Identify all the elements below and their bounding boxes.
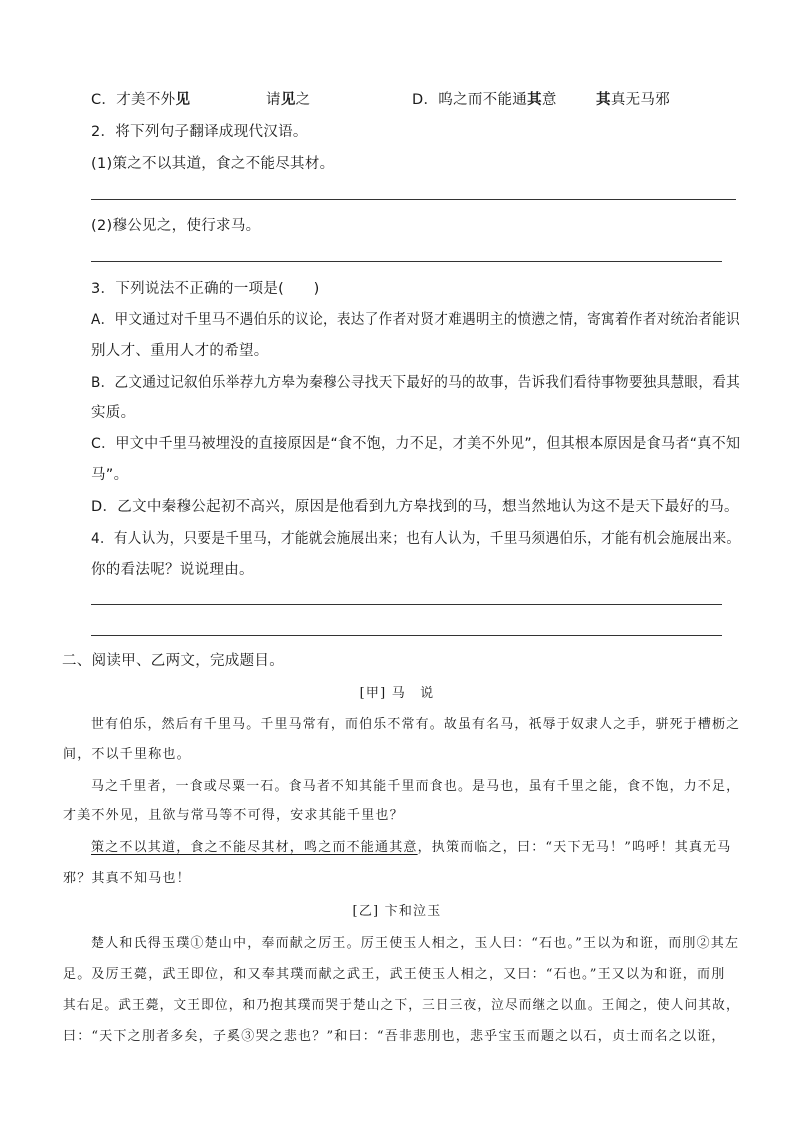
answer-line-4[interactable] <box>91 635 722 636</box>
option-c-text: C．才美不外 <box>91 92 176 108</box>
q3-option-b-line2: 实质。 <box>91 405 136 421</box>
option-c-ref-pre: 请 <box>266 92 281 108</box>
option-d <box>412 90 557 110</box>
yi-line4: 曰：“天下之刖者多矣，子奚③哭之悲也？”和曰：“吾非悲刖也，悲乎宝玉而题之以石，贞士而名之以诳， <box>63 1029 726 1044</box>
answer-line-3[interactable] <box>91 604 722 605</box>
passage-jia-title: [甲] 马 说 <box>359 686 435 701</box>
jia-p3-line1 <box>91 838 732 858</box>
q3-option-c-line2: 马”。 <box>91 467 129 483</box>
q3-option-a-line1: A．甲文通过对千里马不遇伯乐的议论，表达了作者对贤才难遇明主的愤懑之情，寄寓着作者对统治者能识 <box>91 312 741 328</box>
yi-line2: 足。及厉王薨，武王即位，和又奉其璞而献之武王，武王使玉人相之，又曰：“石也。”王又以为和诳，而刖 <box>63 967 726 982</box>
option-d-bold: 其 <box>527 92 542 108</box>
answer-line-2[interactable] <box>91 261 722 262</box>
jia-p2-line1: 马之千里者，一食或尽粟一石。食马者不知其能千里而食也。是马也，虽有千里之能，食不饱，力不足， <box>91 779 741 794</box>
q4-line1: 4．有人认为，只要是千里马，才能就会施展出来；也有人认为，千里马须遇伯乐，才能有机会施展出来。 <box>91 531 741 547</box>
jia-p2-line2: 才美不外见，且欲与常马等不可得，安求其能千里也？ <box>63 808 404 823</box>
option-c-ref-bold: 见 <box>280 92 296 108</box>
section2-heading: 二、阅读甲、乙两文，完成题目。 <box>62 653 284 669</box>
option-c-reference <box>266 90 310 110</box>
answer-line-1[interactable] <box>91 199 736 200</box>
option-c-ref-post: 之 <box>295 92 311 108</box>
jia-p3-underlined: 策之不以其道，食之不能尽其材，鸣之而不能通其意 <box>91 840 418 855</box>
q3-option-c-line1: C．甲文中千里马被埋没的直接原因是“食不饱，力不足，才美不外见”，但其根本原因是食马者“真不知 <box>91 436 741 452</box>
q3-option-d-line1: D．乙文中秦穆公起初不高兴，原因是他看到九方皋找到的马，想当然地认为这不是天下最好的马。 <box>91 499 739 515</box>
yi-line3: 其右足。武王薨，文王即位，和乃抱其璞而哭于楚山之下，三日三夜，泣尽而继之以血。王闻之，使人问其故， <box>63 998 740 1013</box>
q2-sentence-1: (1)策之不以其道，食之不能尽其材。 <box>91 156 335 172</box>
q3-stem: 3．下列说法不正确的一项是( ) <box>91 281 320 297</box>
q3-option-a-line2: 别人才、重用人才的希望。 <box>91 343 269 359</box>
option-d-text: D．呜之而不能通 <box>412 92 528 108</box>
q2-sentence-2: (2)穆公见之，使行求马。 <box>91 218 261 234</box>
jia-p1-line2: 间，不以千里称也。 <box>63 747 191 762</box>
option-c <box>91 90 190 110</box>
yi-line1: 楚人和氏得玉璞①楚山中，奉而献之厉王。厉王使玉人相之，玉人曰：“石也。”王以为和诳，而刖②其左 <box>91 936 740 951</box>
option-d-ref-bold: 其 <box>596 92 611 108</box>
option-c-bold: 见 <box>175 92 191 108</box>
jia-p1-line1: 世有伯乐，然后有千里马。千里马常有，而伯乐不常有。故虽有名马，祇辱于奴隶人之手，骈死于槽枥之 <box>91 717 741 732</box>
jia-p3-line2: 邪？其真不知马也！ <box>63 871 191 886</box>
option-d-text2: 意 <box>541 92 557 108</box>
q2-stem: 2．将下列句子翻译成现代汉语。 <box>91 124 308 140</box>
option-d-ref-post: 真无马邪 <box>610 92 671 108</box>
passage-yi-title: [乙] 卞和泣玉 <box>352 904 442 919</box>
q3-option-b-line1: B．乙文通过记叙伯乐举荐九方皋为秦穆公寻找天下最好的马的故事，告诉我们看待事物要独具慧眼，看其 <box>91 375 741 391</box>
option-d-reference <box>596 90 670 110</box>
q4-line2: 你的看法呢？说说理由。 <box>91 562 254 578</box>
jia-p3-rest: ，执策而临之，曰：“天下无马！”呜呼！其真无马 <box>417 840 732 855</box>
